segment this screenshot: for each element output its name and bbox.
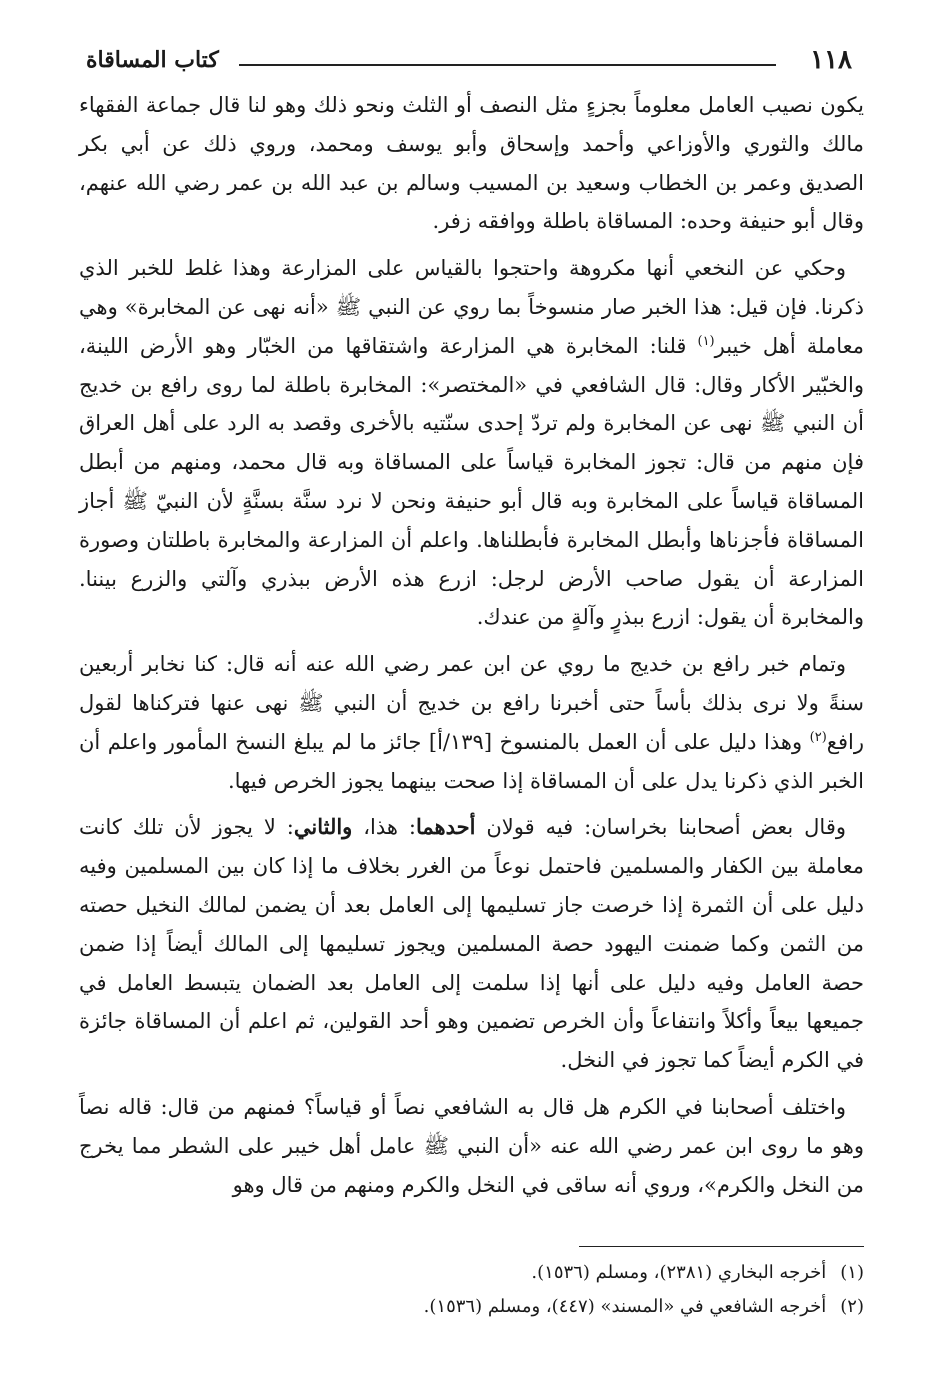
running-header: [64, 42, 860, 82]
paragraph-text: : لا يجوز لأن تلك كانت معاملة بين الكفار والمسلمين فاحتمل نوعاً من الغرر بخلاف ما إذا كان بين المسلمين وفيه دليل على أن الثمرة إذا خرصت جاز تسليمها إلى العامل بعد أن يضمن لمالك النخيل حصته من الثمن وكما ضمنت اليهود حصة المسلمين ويجوز تسليمها إلى المالك أيضاً إذا ضمن حصة العامل وفيه دليل على أنها إذا سلمت إلى العامل بعد الضمان يتبسط العامل في جميعها بيعاً وأكلاً وانتفاعاً وأن الخرص تضمين وهو أحد القولين، ثم اعلم أن المساقاة جائزة في الكرم أيضاً كما تجوز في النخل.: [79, 815, 864, 1073]
header-rule: [239, 64, 776, 66]
paragraph-text: واختلف أصحابنا في الكرم هل قال به الشافعي نصاً أو قياساً؟ فمنهم من قال: قاله نصاً وهو ما روى ابن عمر رضي الله عنه «أن النبي ﷺ عامل أهل خيبر على الشطر مما يخرج من النخل والكرم»، وروي أنه ساقى في النخل والكرم ومنهم من قال وهو: [79, 1094, 864, 1197]
paragraph-3: [79, 645, 864, 800]
footnote-1: [79, 1256, 864, 1290]
footnote-2: [79, 1290, 864, 1324]
paragraph-2: [79, 249, 864, 637]
paragraph-text: وهذا دليل على أن العمل بالمنسوخ [١٣٩/أ] جائز ما لم يبلغ النسخ المأمور واعلم أن الخبر الذي ذكرنا يدل على أن المساقاة إذا صحت بينهما يجوز الخرص فيها.: [79, 729, 864, 793]
paragraph-text: وقال بعض أصحابنا بخراسان: فيه قولان: [475, 815, 846, 840]
footnote-marker-1[interactable]: (١): [697, 333, 715, 349]
bold-term-second: والثاني: [293, 814, 353, 840]
footnote-marker-2[interactable]: (٢): [809, 729, 827, 745]
footnote-number: (٢): [840, 1296, 864, 1317]
main-text: [79, 86, 864, 1212]
paragraph-text: قلنا: المخابرة هي المزارعة واشتقاقها من الخبّار وهو الأرض اللينة، والخبّير الأكار وقال: قال الشافعي في «المختصر»: المخابرة باطلة لما روى رافع بن خديج أن النبي ﷺ نهى عن المخابرة ولم تردّ إحدى سنّتيه بالأخرى وقصد به الرد على أهل العراق فإن منهم من قال: تجوز المخابرة قياساً على المساقاة وبه قال محمد، ومنهم من أبطل المساقاة قياساً على المخابرة وبه قال أبو حنيفة ونحن لا نرد سنَّة بسنَّةٍ لأن النبيّ ﷺ أجاز المساقاة فأجزناها وأبطل المخابرة فأبطلناها. واعلم أن المزارعة والمخابرة باطلتان وصورة المزارعة أن يقول صاحب الأرض لرجل: ازرع هذه الأرض ببذري وآلتي والزرع بيننا. والمخابرة أن يقول: ازرع ببذرٍ وآلةٍ من عندك.: [79, 333, 864, 630]
footnote-text: أخرجه الشافعي في «المسند» (٤٤٧)، ومسلم (١٥٣٦).: [423, 1296, 827, 1317]
paragraph-text: : هذا،: [352, 815, 416, 840]
bold-term-first: أحدهما: [415, 814, 476, 840]
footnote-text: أخرجه البخاري (٢٣٨١)، ومسلم (١٥٣٦).: [531, 1262, 827, 1283]
paragraph-text: يكون نصيب العامل معلوماً بجزءٍ مثل النصف أو الثلث ونحو ذلك وهو لنا قال جماعة الفقهاء مالك والثوري والأوزاعي وأحمد وإسحاق وأبو يوسف ومحمد، وروي ذلك عن أبي بكر الصديق وعمر بن الخطاب وسعيد بن المسيب وسالم بن عبد الله بن عمر رضي الله عنهم، وقال أبو حنيفة وحده: المساقاة باطلة ووافقه زفر.: [79, 93, 864, 234]
page-number: ١١٨: [810, 45, 852, 75]
footnote-separator: [579, 1246, 864, 1247]
paragraph-5: [79, 1088, 864, 1204]
chapter-title: كتاب المساقاة: [86, 47, 219, 73]
paragraph-text: وحكي عن النخعي أنها مكروهة واحتجوا بالقياس على المزارعة وهذا غلط للخبر الذي ذكرنا. فإن قيل: هذا الخبر صار منسوخاً بما روي عن النبي ﷺ «أنه نهى عن المخابرة» وهي معاملة أهل خيبر: [79, 256, 864, 358]
paragraph-text: وتمام خبر رافع بن خديج ما روي عن ابن عمر رضي الله عنه أنه قال: كنا نخابر أربعين سنةً ولا نرى بذلك بأساً حتى أخبرنا رافع بن خديج أن النبي ﷺ نهى عنها فتركناها لقول رافع: [79, 652, 864, 754]
paragraph-4: [79, 808, 864, 1080]
paragraph-1: [79, 86, 864, 241]
footnote-number: (١): [840, 1262, 864, 1283]
footnotes: [79, 1256, 864, 1324]
